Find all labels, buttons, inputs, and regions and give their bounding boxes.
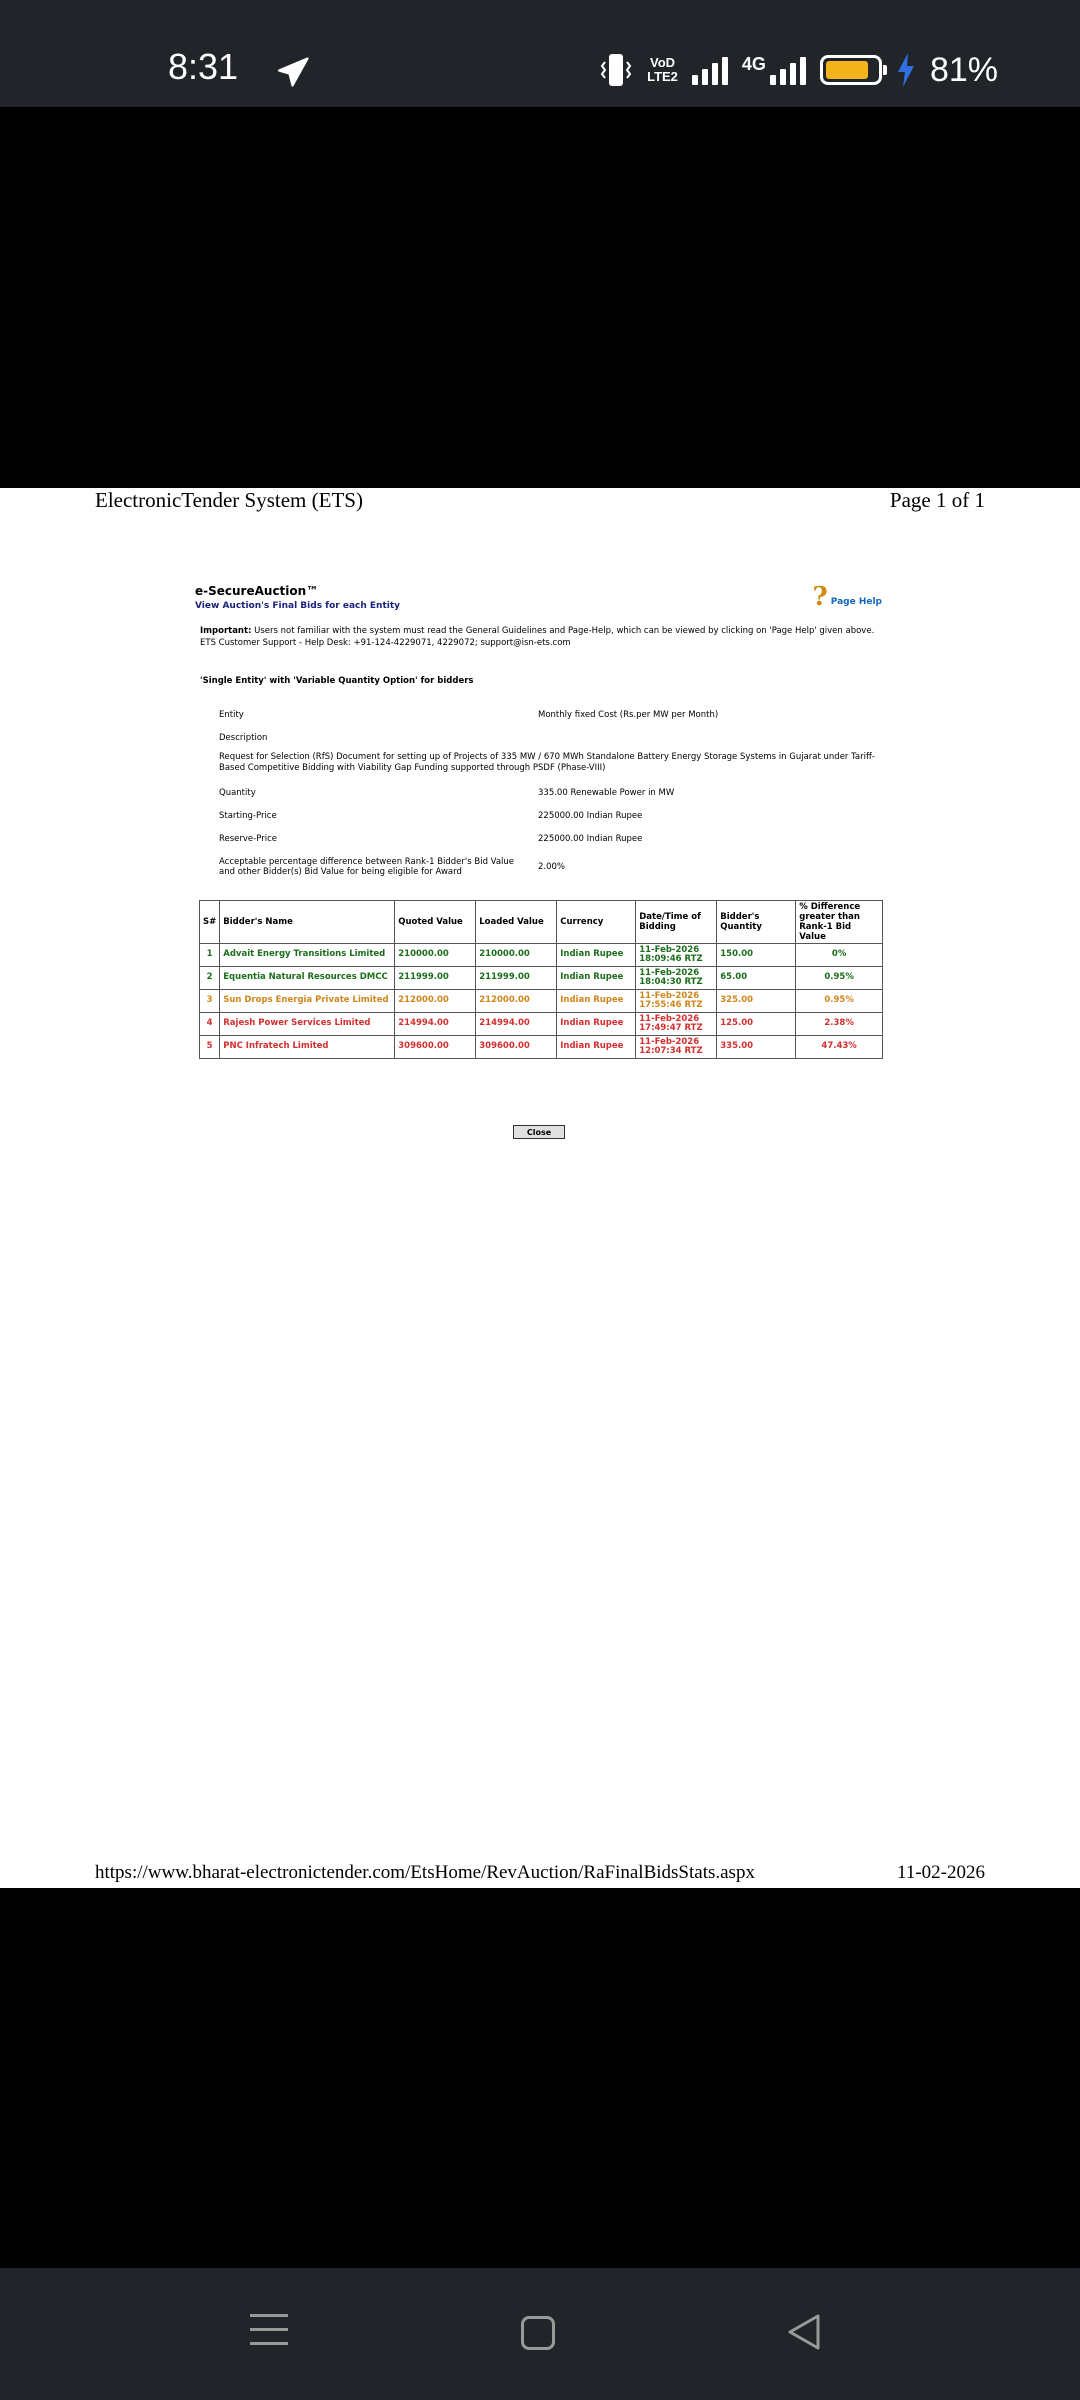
table-row <box>200 1013 883 1036</box>
col-date-time: Date/Time of Bidding <box>636 901 717 944</box>
cell-quantity: 325.00 <box>717 990 796 1013</box>
cell-quoted-value: 210000.00 <box>395 944 476 967</box>
cell-date-time <box>636 1013 717 1036</box>
table-row <box>200 1036 883 1059</box>
back-icon[interactable] <box>784 2312 824 2352</box>
home-icon[interactable] <box>521 2316 555 2350</box>
table-header-row <box>200 901 883 944</box>
cell-sn: 4 <box>200 1013 220 1036</box>
app-title: e-SecureAuction™ <box>195 584 319 598</box>
table-row <box>200 990 883 1013</box>
cell-quoted-value: 309600.00 <box>395 1036 476 1059</box>
signal-icon-2 <box>770 55 806 85</box>
section-title: 'Single Entity' with 'Variable Quantity Option' for bidders <box>200 676 474 686</box>
col-loaded-value: Loaded Value <box>476 901 557 944</box>
cell-bidder-name: PNC Infratech Limited <box>220 1036 395 1059</box>
col-currency: Currency <box>557 901 636 944</box>
page-header-title: ElectronicTender System (ETS) <box>95 488 363 512</box>
cell-difference: 0.95% <box>796 967 883 990</box>
cell-loaded-value: 212000.00 <box>476 990 557 1013</box>
spec-entity: Entity Monthly fixed Cost (Rs.per MW per Month) <box>219 710 719 720</box>
cell-quantity: 150.00 <box>717 944 796 967</box>
menu-icon[interactable] <box>250 2314 288 2352</box>
page-help[interactable] <box>812 584 882 610</box>
col-difference: % Difference greater than Rank-1 Bid Value <box>796 901 883 944</box>
bid-time: 17:49:47 RTZ <box>639 1023 703 1033</box>
col-quoted-value: Quoted Value <box>395 901 476 944</box>
page-footer-date: 11-02-2026 <box>897 1862 985 1883</box>
cell-loaded-value: 214994.00 <box>476 1013 557 1036</box>
signal-icon <box>692 55 728 85</box>
volte-indicator: VoD LTE2 <box>647 55 678 84</box>
cell-difference: 2.38% <box>796 1013 883 1036</box>
cell-sn: 5 <box>200 1036 220 1059</box>
spec-starting-price: Starting-Price 225000.00 Indian Rupee <box>219 811 643 821</box>
cell-sn: 2 <box>200 967 220 990</box>
cell-sn: 1 <box>200 944 220 967</box>
close-button[interactable]: Close <box>513 1125 565 1139</box>
col-sn: S# <box>200 901 220 944</box>
cell-bidder-name: Equentia Natural Resources DMCC <box>220 967 395 990</box>
cell-currency: Indian Rupee <box>557 967 636 990</box>
status-time: 8:31 <box>168 46 239 87</box>
cell-quantity: 335.00 <box>717 1036 796 1059</box>
cell-currency: Indian Rupee <box>557 1013 636 1036</box>
cell-date-time <box>636 967 717 990</box>
battery-icon <box>820 55 882 85</box>
bid-time: 18:04:30 RTZ <box>639 977 703 987</box>
bid-date: 11-Feb-2026 <box>639 990 700 1001</box>
cell-currency: Indian Rupee <box>557 944 636 967</box>
cell-bidder-name: Rajesh Power Services Limited <box>220 1013 395 1036</box>
navigation-bar <box>0 2268 1080 2400</box>
vibrate-icon <box>599 50 633 90</box>
spec-acceptable-diff: Acceptable percentage difference between Rank-1 Bidder's Bid Value and other Bidder(s) Bid Value for being eligible for Award 2.00% <box>219 857 566 877</box>
help-icon[interactable]: ? <box>812 582 828 612</box>
status-bar <box>0 0 1080 107</box>
bid-date: 11-Feb-2026 <box>639 1036 700 1047</box>
bid-date: 11-Feb-2026 <box>639 1013 700 1024</box>
important-notice: Important: Users not familiar with the system must read the General Guidelines and Page-Help, which can be viewed by clicking on 'Page Help' given above. <box>200 626 875 636</box>
page-help-link[interactable]: Page Help <box>830 597 882 607</box>
pdf-page <box>0 488 1080 1888</box>
bid-time: 17:55:46 RTZ <box>639 1000 703 1010</box>
cell-loaded-value: 309600.00 <box>476 1036 557 1059</box>
cell-difference: 0.95% <box>796 990 883 1013</box>
spec-description-label: Description <box>219 733 268 743</box>
cell-difference: 0% <box>796 944 883 967</box>
cell-difference: 47.43% <box>796 1036 883 1059</box>
cell-quoted-value: 214994.00 <box>395 1013 476 1036</box>
spec-quantity: Quantity 335.00 Renewable Power in MW <box>219 788 675 798</box>
cell-loaded-value: 210000.00 <box>476 944 557 967</box>
col-quantity: Bidder's Quantity <box>717 901 796 944</box>
cell-bidder-name: Sun Drops Energia Private Limited <box>220 990 395 1013</box>
cell-quoted-value: 211999.00 <box>395 967 476 990</box>
support-info: ETS Customer Support - Help Desk: +91-124-4229071, 4229072; support@isn-ets.com <box>200 638 571 648</box>
final-bids-table <box>199 900 883 1059</box>
cell-currency: Indian Rupee <box>557 990 636 1013</box>
telegram-icon <box>276 54 312 90</box>
cell-currency: Indian Rupee <box>557 1036 636 1059</box>
cell-date-time <box>636 1036 717 1059</box>
cell-sn: 3 <box>200 990 220 1013</box>
cell-bidder-name: Advait Energy Transitions Limited <box>220 944 395 967</box>
bid-date: 11-Feb-2026 <box>639 967 700 978</box>
table-row <box>200 967 883 990</box>
col-bidder-name: Bidder's Name <box>220 901 395 944</box>
charging-icon <box>896 53 916 87</box>
bid-time: 12:07:34 RTZ <box>639 1046 703 1056</box>
spec-reserve-price: Reserve-Price 225000.00 Indian Rupee <box>219 834 643 844</box>
battery-percent: 81% <box>929 50 998 89</box>
cell-quantity: 65.00 <box>717 967 796 990</box>
page-number: Page 1 of 1 <box>889 488 985 512</box>
cell-date-time <box>636 990 717 1013</box>
page-footer-url: https://www.bharat-electronictender.com/EtsHome/RevAuction/RaFinalBidsStats.aspx <box>95 1862 755 1883</box>
auction-content <box>195 582 882 1137</box>
app-subtitle: View Auction's Final Bids for each Entity <box>195 601 401 611</box>
bid-date: 11-Feb-2026 <box>639 944 700 955</box>
network-type: 4G <box>741 53 766 74</box>
auction-spec <box>219 710 882 877</box>
table-row <box>200 944 883 967</box>
cell-quoted-value: 212000.00 <box>395 990 476 1013</box>
cell-quantity: 125.00 <box>717 1013 796 1036</box>
cell-date-time <box>636 944 717 967</box>
bid-time: 18:09:46 RTZ <box>639 954 703 964</box>
spec-description: Request for Selection (RfS) Document for setting up of Projects of 335 MW / 670 MWh Standalone Battery Energy Storage Systems in Gujarat under Tariff-Based Competitive Bidding with Viability Gap Funding supported through PSDF (Phase-VIII) <box>219 752 875 773</box>
cell-loaded-value: 211999.00 <box>476 967 557 990</box>
